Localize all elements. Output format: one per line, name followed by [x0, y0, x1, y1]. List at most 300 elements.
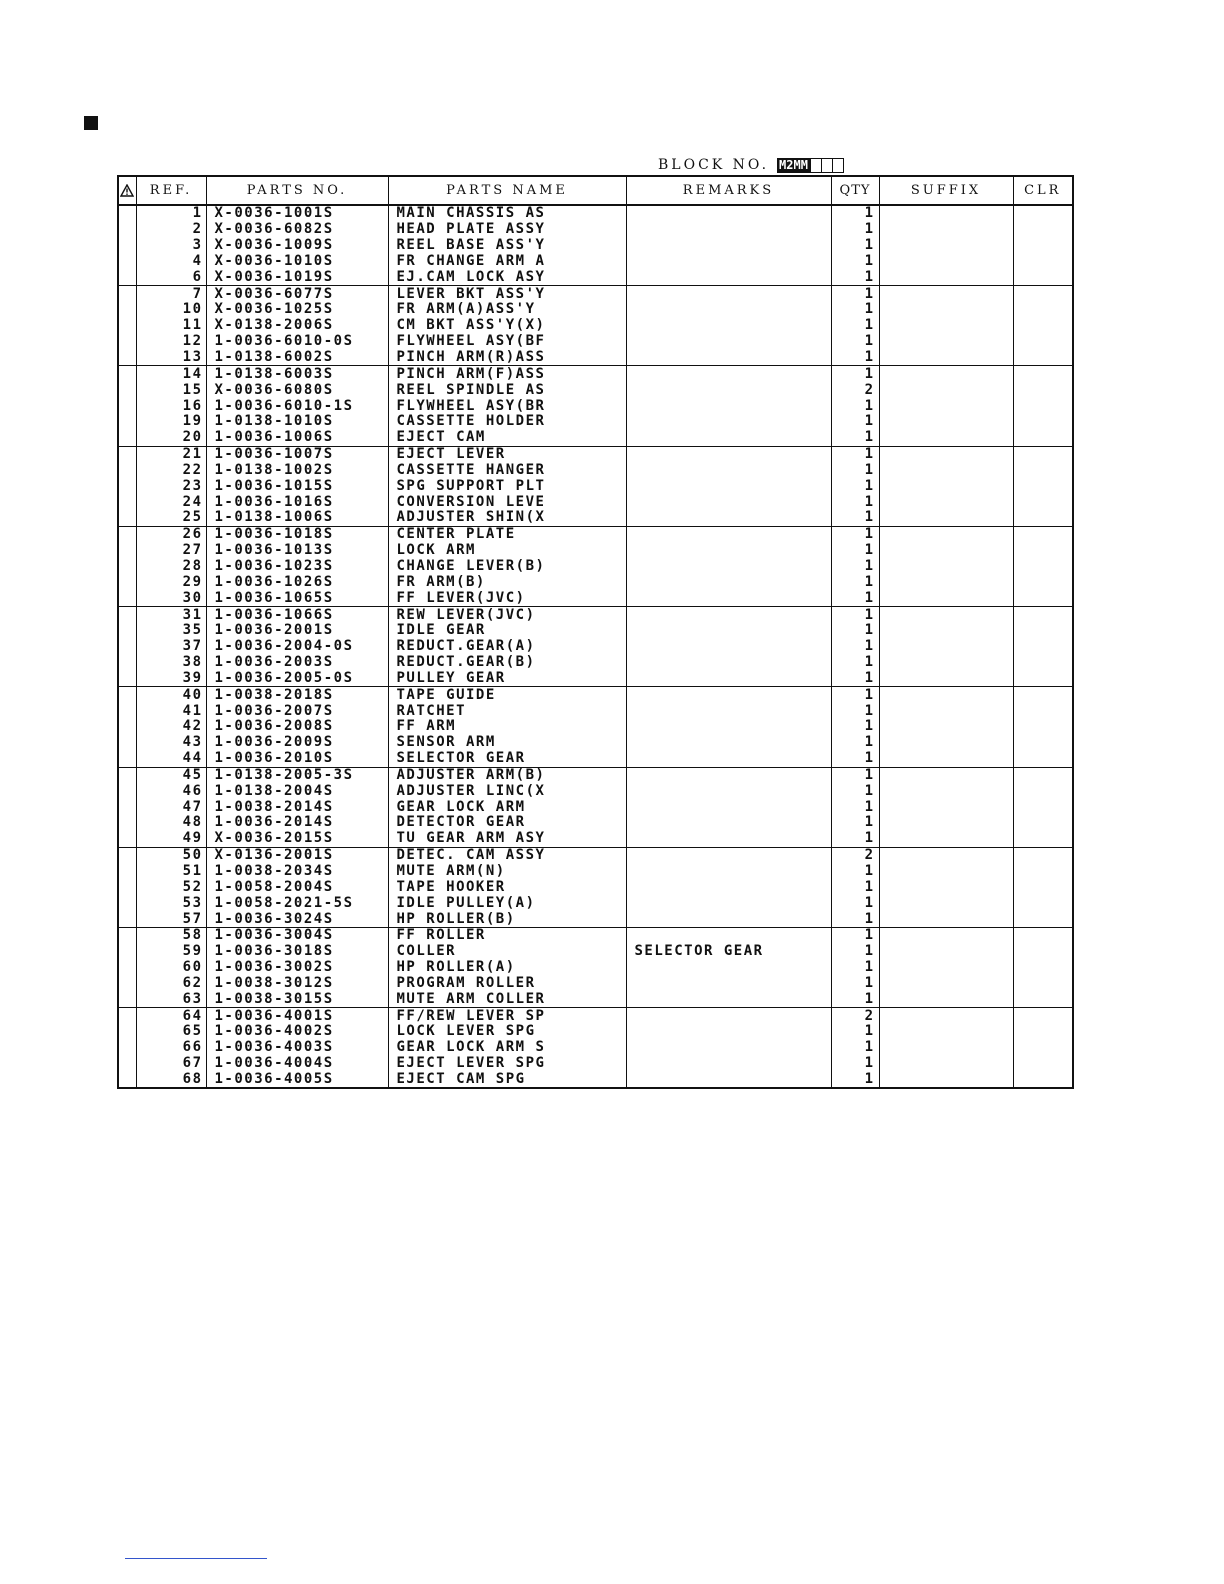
remarks-cell [626, 238, 831, 254]
ref-cell: 60 [136, 960, 206, 976]
qty-cell: 1 [831, 318, 879, 334]
warning-cell [118, 463, 136, 479]
table-row [118, 574, 1073, 590]
remarks-cell [626, 334, 831, 350]
ref-cell: 35 [136, 623, 206, 639]
warning-column-header [118, 176, 136, 205]
parts-no-cell: 1-0036-2014S [206, 815, 388, 831]
parts-no-cell: 1-0036-1013S [206, 543, 388, 559]
qty-cell: 2 [831, 382, 879, 398]
suffix-cell [879, 783, 1013, 799]
warning-cell [118, 751, 136, 767]
clr-cell [1013, 463, 1073, 479]
table-row [118, 430, 1073, 446]
table-row [118, 639, 1073, 655]
ref-cell: 52 [136, 879, 206, 895]
table-row [118, 286, 1073, 302]
ref-cell: 46 [136, 783, 206, 799]
parts-no-cell: 1-0036-2003S [206, 655, 388, 671]
ref-cell: 28 [136, 559, 206, 575]
suffix-cell [879, 302, 1013, 318]
qty-cell: 1 [831, 895, 879, 911]
table-row [118, 911, 1073, 927]
remarks-cell [626, 623, 831, 639]
warning-cell [118, 286, 136, 302]
parts-no-cell: 1-0138-1006S [206, 510, 388, 526]
qty-cell: 1 [831, 543, 879, 559]
ref-cell: 31 [136, 607, 206, 623]
remarks-cell [626, 895, 831, 911]
parts-no-cell: 1-0036-2005-0S [206, 670, 388, 686]
ref-cell: 7 [136, 286, 206, 302]
remarks-cell [626, 478, 831, 494]
qty-cell: 1 [831, 590, 879, 606]
table-row [118, 350, 1073, 366]
suffix-cell [879, 510, 1013, 526]
remarks-cell [626, 670, 831, 686]
parts-name-cell: GEAR LOCK ARM [388, 799, 626, 815]
parts-no-cell: X-0036-6082S [206, 222, 388, 238]
parts-no-cell: 1-0036-2010S [206, 751, 388, 767]
ref-cell: 29 [136, 574, 206, 590]
block-code-empty-box [833, 158, 844, 173]
ref-cell: 26 [136, 526, 206, 542]
remarks-cell [626, 494, 831, 510]
clr-cell [1013, 687, 1073, 703]
suffix-cell [879, 478, 1013, 494]
suffix-cell [879, 430, 1013, 446]
qty-cell: 1 [831, 286, 879, 302]
table-row [118, 783, 1073, 799]
parts-no-cell: 1-0138-6002S [206, 350, 388, 366]
table-row [118, 543, 1073, 559]
parts-name-cell: RATCHET [388, 703, 626, 719]
parts-no-cell: 1-0036-1015S [206, 478, 388, 494]
suffix-cell [879, 526, 1013, 542]
table-row [118, 687, 1073, 703]
parts-name-cell: IDLE GEAR [388, 623, 626, 639]
qty-cell: 1 [831, 430, 879, 446]
ref-cell: 37 [136, 639, 206, 655]
clr-cell [1013, 526, 1073, 542]
table-row [118, 815, 1073, 831]
parts-no-cell: X-0036-1019S [206, 269, 388, 285]
qty-cell: 1 [831, 639, 879, 655]
qty-cell: 1 [831, 960, 879, 976]
clr-cell [1013, 302, 1073, 318]
table-row [118, 831, 1073, 847]
clr-cell [1013, 767, 1073, 783]
qty-cell: 1 [831, 783, 879, 799]
remarks-cell [626, 960, 831, 976]
warning-cell [118, 543, 136, 559]
ref-column-header: REF. [136, 176, 206, 205]
remarks-cell [626, 382, 831, 398]
remarks-cell [626, 1024, 831, 1040]
suffix-cell [879, 911, 1013, 927]
parts-name-cell: CASSETTE HOLDER [388, 414, 626, 430]
parts-name-cell: EJECT LEVER [388, 446, 626, 462]
suffix-cell [879, 1024, 1013, 1040]
suffix-cell [879, 960, 1013, 976]
ref-cell: 23 [136, 478, 206, 494]
qty-cell: 1 [831, 911, 879, 927]
parts-name-cell: EJ.CAM LOCK ASY [388, 269, 626, 285]
clr-cell [1013, 238, 1073, 254]
remarks-cell [626, 911, 831, 927]
remarks-cell [626, 976, 831, 992]
suffix-cell [879, 414, 1013, 430]
qty-cell: 1 [831, 767, 879, 783]
table-row [118, 398, 1073, 414]
parts-name-cell: SPG SUPPORT PLT [388, 478, 626, 494]
table-row [118, 463, 1073, 479]
qty-cell: 1 [831, 269, 879, 285]
warning-cell [118, 831, 136, 847]
suffix-cell [879, 398, 1013, 414]
remarks-cell [626, 687, 831, 703]
parts-name-cell: EJECT CAM SPG [388, 1072, 626, 1089]
parts-name-cell: FLYWHEEL ASY(BR [388, 398, 626, 414]
suffix-cell [879, 639, 1013, 655]
clr-cell [1013, 1008, 1073, 1024]
remarks-cell [626, 398, 831, 414]
suffix-cell [879, 382, 1013, 398]
parts-no-cell: 1-0036-6010-1S [206, 398, 388, 414]
remarks-cell [626, 286, 831, 302]
table-row [118, 559, 1073, 575]
table-row [118, 1008, 1073, 1024]
ref-cell: 68 [136, 1072, 206, 1089]
parts-no-cell: X-0036-2015S [206, 831, 388, 847]
qty-column-header: QTY [831, 176, 879, 205]
parts-no-cell: 1-0036-4003S [206, 1040, 388, 1056]
qty-cell: 1 [831, 623, 879, 639]
suffix-cell [879, 944, 1013, 960]
qty-cell: 1 [831, 463, 879, 479]
ref-cell: 48 [136, 815, 206, 831]
parts-name-cell: REDUCT.GEAR(B) [388, 655, 626, 671]
remarks-cell [626, 831, 831, 847]
warning-cell [118, 574, 136, 590]
clr-cell [1013, 269, 1073, 285]
warning-cell [118, 398, 136, 414]
ref-cell: 49 [136, 831, 206, 847]
table-row [118, 269, 1073, 285]
remarks-cell [626, 847, 831, 863]
parts-no-cell: 1-0036-1007S [206, 446, 388, 462]
warning-cell [118, 382, 136, 398]
clr-cell [1013, 895, 1073, 911]
remarks-cell [626, 318, 831, 334]
parts-no-cell: 1-0036-1018S [206, 526, 388, 542]
parts-no-cell: 1-0038-3015S [206, 991, 388, 1007]
clr-cell [1013, 430, 1073, 446]
remarks-cell [626, 590, 831, 606]
warning-cell [118, 623, 136, 639]
warning-cell [118, 1008, 136, 1024]
warning-cell [118, 847, 136, 863]
parts-no-cell: X-0036-1010S [206, 254, 388, 270]
parts-name-cell: HP ROLLER(A) [388, 960, 626, 976]
warning-cell [118, 446, 136, 462]
suffix-cell [879, 879, 1013, 895]
table-row [118, 222, 1073, 238]
qty-cell: 1 [831, 510, 879, 526]
clr-cell [1013, 382, 1073, 398]
qty-cell: 1 [831, 559, 879, 575]
suffix-cell [879, 463, 1013, 479]
block-code-empty-box [810, 158, 822, 173]
parts-no-cell: 1-0036-1065S [206, 590, 388, 606]
parts-name-cell: FR ARM(A)ASS'Y [388, 302, 626, 318]
ref-cell: 65 [136, 1024, 206, 1040]
parts-name-cell: IDLE PULLEY(A) [388, 895, 626, 911]
parts-no-cell: 1-0138-1002S [206, 463, 388, 479]
parts-no-cell: 1-0036-2007S [206, 703, 388, 719]
remarks-cell [626, 430, 831, 446]
qty-cell: 1 [831, 478, 879, 494]
clr-cell [1013, 574, 1073, 590]
parts-name-cell: LOCK ARM [388, 543, 626, 559]
remarks-cell [626, 607, 831, 623]
warning-cell [118, 687, 136, 703]
suffix-cell [879, 494, 1013, 510]
warning-cell [118, 269, 136, 285]
qty-cell: 1 [831, 1056, 879, 1072]
parts-name-cell: FR ARM(B) [388, 574, 626, 590]
ref-cell: 21 [136, 446, 206, 462]
remarks-cell [626, 783, 831, 799]
parts-no-cell: X-0036-1025S [206, 302, 388, 318]
parts-no-cell: 1-0036-3004S [206, 927, 388, 943]
table-row [118, 735, 1073, 751]
parts-name-cell: EJECT CAM [388, 430, 626, 446]
suffix-cell [879, 559, 1013, 575]
clr-cell [1013, 864, 1073, 880]
remarks-cell [626, 639, 831, 655]
suffix-cell [879, 751, 1013, 767]
remarks-cell [626, 269, 831, 285]
remarks-cell [626, 719, 831, 735]
clr-cell [1013, 350, 1073, 366]
block-code [777, 158, 844, 173]
clr-cell [1013, 510, 1073, 526]
qty-cell: 2 [831, 1008, 879, 1024]
remarks-cell [626, 655, 831, 671]
clr-cell [1013, 960, 1073, 976]
clr-cell [1013, 366, 1073, 382]
remarks-cell [626, 526, 831, 542]
table-row [118, 847, 1073, 863]
table-row [118, 895, 1073, 911]
warning-cell [118, 735, 136, 751]
ref-cell: 27 [136, 543, 206, 559]
warning-cell [118, 1072, 136, 1089]
parts-name-cell: DETEC. CAM ASSY [388, 847, 626, 863]
parts-name-cell: REDUCT.GEAR(A) [388, 639, 626, 655]
warning-cell [118, 879, 136, 895]
parts-name-cell: PINCH ARM(F)ASS [388, 366, 626, 382]
parts-name-cell: MAIN CHASSIS AS [388, 205, 626, 222]
table-row [118, 703, 1073, 719]
parts-name-cell: LEVER BKT ASS'Y [388, 286, 626, 302]
qty-cell: 1 [831, 334, 879, 350]
qty-cell: 1 [831, 944, 879, 960]
suffix-cell [879, 254, 1013, 270]
clr-cell [1013, 559, 1073, 575]
parts-name-cell: SENSOR ARM [388, 735, 626, 751]
table-row [118, 414, 1073, 430]
suffix-cell [879, 286, 1013, 302]
parts-name-cell: LOCK LEVER SPG [388, 1024, 626, 1040]
suffix-cell [879, 976, 1013, 992]
clr-cell [1013, 607, 1073, 623]
clr-cell [1013, 927, 1073, 943]
parts-no-cell: 1-0036-2009S [206, 735, 388, 751]
parts-name-cell: MUTE ARM COLLER [388, 991, 626, 1007]
ref-cell: 14 [136, 366, 206, 382]
suffix-cell [879, 991, 1013, 1007]
table-row [118, 607, 1073, 623]
parts-no-cell: 1-0036-1016S [206, 494, 388, 510]
table-row [118, 446, 1073, 462]
ref-cell: 6 [136, 269, 206, 285]
parts-name-cell: TU GEAR ARM ASY [388, 831, 626, 847]
parts-no-cell: 1-0036-2004-0S [206, 639, 388, 655]
parts-name-cell: CENTER PLATE [388, 526, 626, 542]
qty-cell: 1 [831, 976, 879, 992]
warning-cell [118, 254, 136, 270]
parts-name-cell: FLYWHEEL ASY(BF [388, 334, 626, 350]
qty-cell: 1 [831, 735, 879, 751]
parts-no-cell: 1-0036-2008S [206, 719, 388, 735]
parts-name-cell: TAPE GUIDE [388, 687, 626, 703]
parts-no-cell: 1-0038-2018S [206, 687, 388, 703]
clr-cell [1013, 414, 1073, 430]
ref-cell: 63 [136, 991, 206, 1007]
warning-cell [118, 350, 136, 366]
ref-cell: 66 [136, 1040, 206, 1056]
suffix-cell [879, 1008, 1013, 1024]
suffix-cell [879, 574, 1013, 590]
ref-cell: 39 [136, 670, 206, 686]
qty-cell: 1 [831, 815, 879, 831]
qty-cell: 1 [831, 238, 879, 254]
ref-cell: 10 [136, 302, 206, 318]
suffix-cell [879, 831, 1013, 847]
header-row [118, 176, 1073, 205]
warning-cell [118, 976, 136, 992]
remarks-cell [626, 574, 831, 590]
clr-cell [1013, 735, 1073, 751]
suffix-cell [879, 334, 1013, 350]
remarks-cell: SELECTOR GEAR [626, 944, 831, 960]
remarks-cell [626, 446, 831, 462]
remarks-cell [626, 366, 831, 382]
parts-no-cell: X-0138-2006S [206, 318, 388, 334]
clr-cell [1013, 639, 1073, 655]
ref-cell: 13 [136, 350, 206, 366]
suffix-cell [879, 222, 1013, 238]
suffix-cell [879, 366, 1013, 382]
clr-cell [1013, 222, 1073, 238]
ref-cell: 2 [136, 222, 206, 238]
remarks-cell [626, 205, 831, 222]
parts-name-cell: FF ROLLER [388, 927, 626, 943]
parts-no-column-header: PARTS NO. [206, 176, 388, 205]
ref-cell: 30 [136, 590, 206, 606]
parts-no-cell: 1-0058-2004S [206, 879, 388, 895]
table-row [118, 590, 1073, 606]
warning-cell [118, 960, 136, 976]
table-row [118, 494, 1073, 510]
section-bullet-icon [84, 116, 98, 130]
qty-cell: 1 [831, 864, 879, 880]
ref-cell: 45 [136, 767, 206, 783]
ref-cell: 12 [136, 334, 206, 350]
parts-no-cell: X-0036-1009S [206, 238, 388, 254]
suffix-cell [879, 847, 1013, 863]
ref-cell: 24 [136, 494, 206, 510]
parts-no-cell: 1-0036-1026S [206, 574, 388, 590]
warning-cell [118, 895, 136, 911]
parts-no-cell: 1-0036-1023S [206, 559, 388, 575]
remarks-cell [626, 864, 831, 880]
clr-cell [1013, 494, 1073, 510]
qty-cell: 1 [831, 670, 879, 686]
ref-cell: 50 [136, 847, 206, 863]
block-code-value: M2MM [779, 157, 808, 172]
warning-cell [118, 767, 136, 783]
remarks-cell [626, 350, 831, 366]
clr-cell [1013, 1072, 1073, 1089]
ref-cell: 64 [136, 1008, 206, 1024]
parts-no-cell: 1-0138-2005-3S [206, 767, 388, 783]
remarks-cell [626, 463, 831, 479]
suffix-cell [879, 895, 1013, 911]
clr-cell [1013, 478, 1073, 494]
warning-cell [118, 205, 136, 222]
parts-no-cell: X-0136-2001S [206, 847, 388, 863]
parts-name-cell: DETECTOR GEAR [388, 815, 626, 831]
remarks-cell [626, 510, 831, 526]
warning-cell [118, 639, 136, 655]
ref-cell: 40 [136, 687, 206, 703]
suffix-cell [879, 719, 1013, 735]
parts-name-cell: REW LEVER(JVC) [388, 607, 626, 623]
remarks-column-header: REMARKS [626, 176, 831, 205]
clr-cell [1013, 1040, 1073, 1056]
warning-cell [118, 991, 136, 1007]
clr-cell [1013, 1024, 1073, 1040]
remarks-cell [626, 751, 831, 767]
parts-no-cell: 1-0058-2021-5S [206, 895, 388, 911]
clr-cell [1013, 623, 1073, 639]
suffix-cell [879, 590, 1013, 606]
parts-name-cell: ADJUSTER ARM(B) [388, 767, 626, 783]
table-row [118, 334, 1073, 350]
parts-name-column-header: PARTS NAME [388, 176, 626, 205]
suffix-cell [879, 687, 1013, 703]
qty-cell: 2 [831, 847, 879, 863]
block-number-label: BLOCK NO. [658, 157, 770, 173]
clr-cell [1013, 831, 1073, 847]
table-row [118, 864, 1073, 880]
table-row [118, 960, 1073, 976]
suffix-cell [879, 1040, 1013, 1056]
remarks-cell [626, 222, 831, 238]
